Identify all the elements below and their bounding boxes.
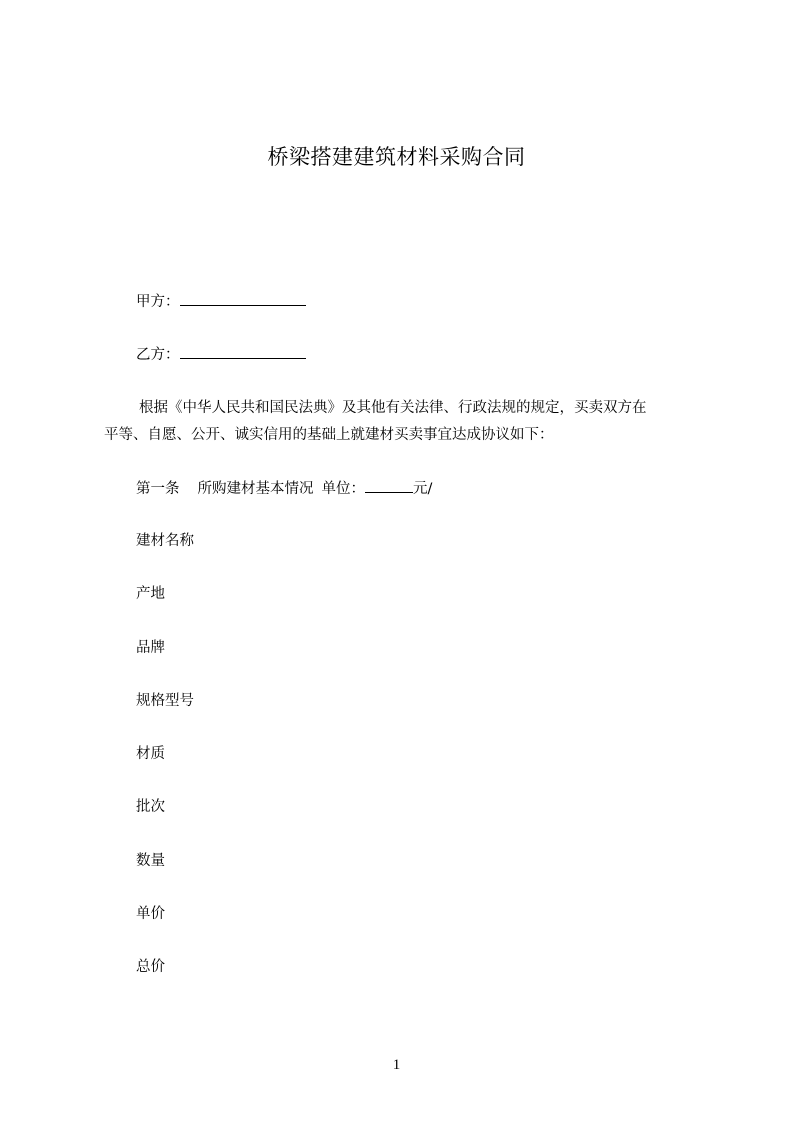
field-quantity: 数量 [136,853,165,869]
field-material-name: 建材名称 [136,533,194,549]
article-1-title: 所购建材基本情况 [197,481,314,497]
party-b-blank [180,344,306,359]
preamble-paragraph [104,395,704,449]
document-title: 桥梁搭建建筑材料采购合同 [267,145,526,169]
party-b-label: 乙方： [136,347,180,363]
field-material: 材质 [136,746,165,762]
field-origin: 产地 [136,586,165,602]
page-number: 1 [392,1057,401,1073]
field-spec-model: 规格型号 [136,693,194,709]
party-a-label: 甲方： [136,294,180,310]
field-brand: 品牌 [136,640,165,656]
field-total-price: 总价 [136,959,165,975]
unit-blank [365,478,413,493]
preamble-line-2: 平等、自愿、公开、诚实信用的基础上就建材买卖事宜达成协议如下： [104,427,554,443]
unit-label: 单位： [321,481,365,497]
preamble-line-1: 根据《中华人民共和国民法典》及其他有关法律、行政法规的规定，买卖双方在 [139,400,647,416]
field-unit-price: 单价 [136,906,165,922]
article-1-heading [136,478,432,499]
party-b-line [136,344,306,365]
party-a-blank [180,291,306,306]
unit-suffix: 元/ [413,481,433,497]
party-a-line [136,291,306,312]
field-batch: 批次 [136,799,165,815]
article-1-number: 第一条 [136,481,180,497]
